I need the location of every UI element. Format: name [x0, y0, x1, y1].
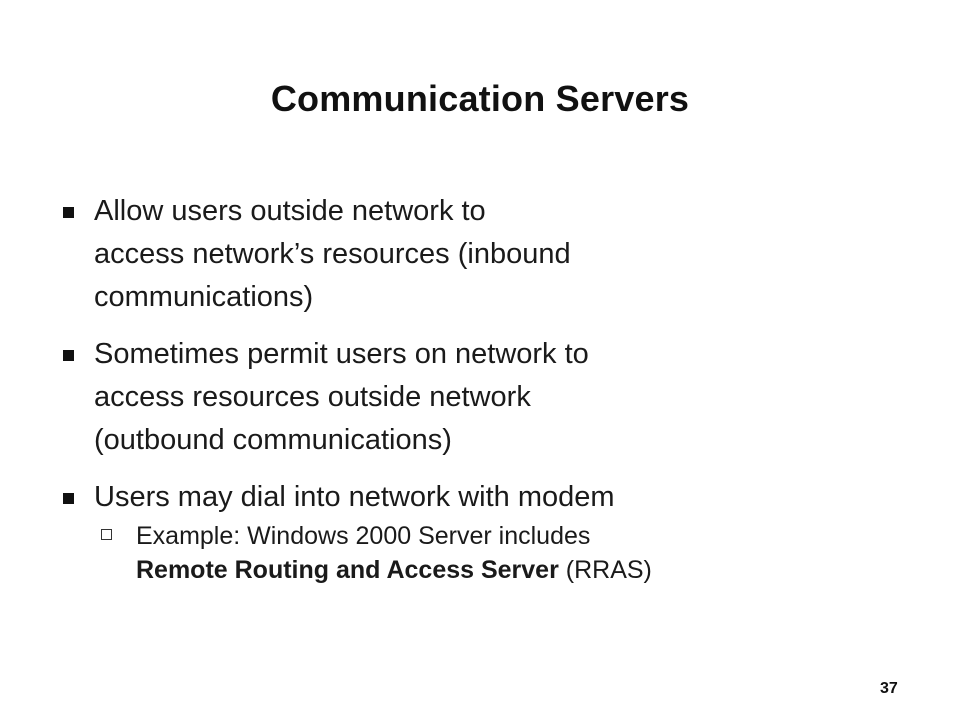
slide-title: Communication Servers [270, 78, 690, 119]
product-abbreviation: (RRAS) [558, 556, 652, 584]
bullet-list [58, 190, 918, 601]
bullet-line: access network’s resources (inbound [94, 238, 571, 270]
bullet-line: (outbound communications) [94, 424, 452, 456]
hollow-square-bullet-icon [101, 529, 112, 540]
square-bullet-icon [63, 207, 74, 218]
sub-bullet-line: Example: Windows 2000 Server includes [136, 522, 591, 550]
bullet-line: access resources outside network [94, 381, 531, 413]
product-name: Remote Routing and Access Server [136, 556, 559, 584]
bullet-line: Users may dial into network with modem [94, 481, 615, 513]
sub-bullet-item [94, 519, 918, 587]
bullet-line: communications) [94, 281, 314, 313]
bullet-line: Allow users outside network to [94, 195, 486, 227]
bullet-item [58, 190, 918, 319]
bullet-item [58, 333, 918, 462]
page-number: 37 [880, 680, 898, 697]
bullet-item [58, 476, 918, 587]
sub-bullet-line [136, 553, 918, 587]
square-bullet-icon [63, 350, 74, 361]
bullet-line: Sometimes permit users on network to [94, 338, 589, 370]
square-bullet-icon [63, 493, 74, 504]
